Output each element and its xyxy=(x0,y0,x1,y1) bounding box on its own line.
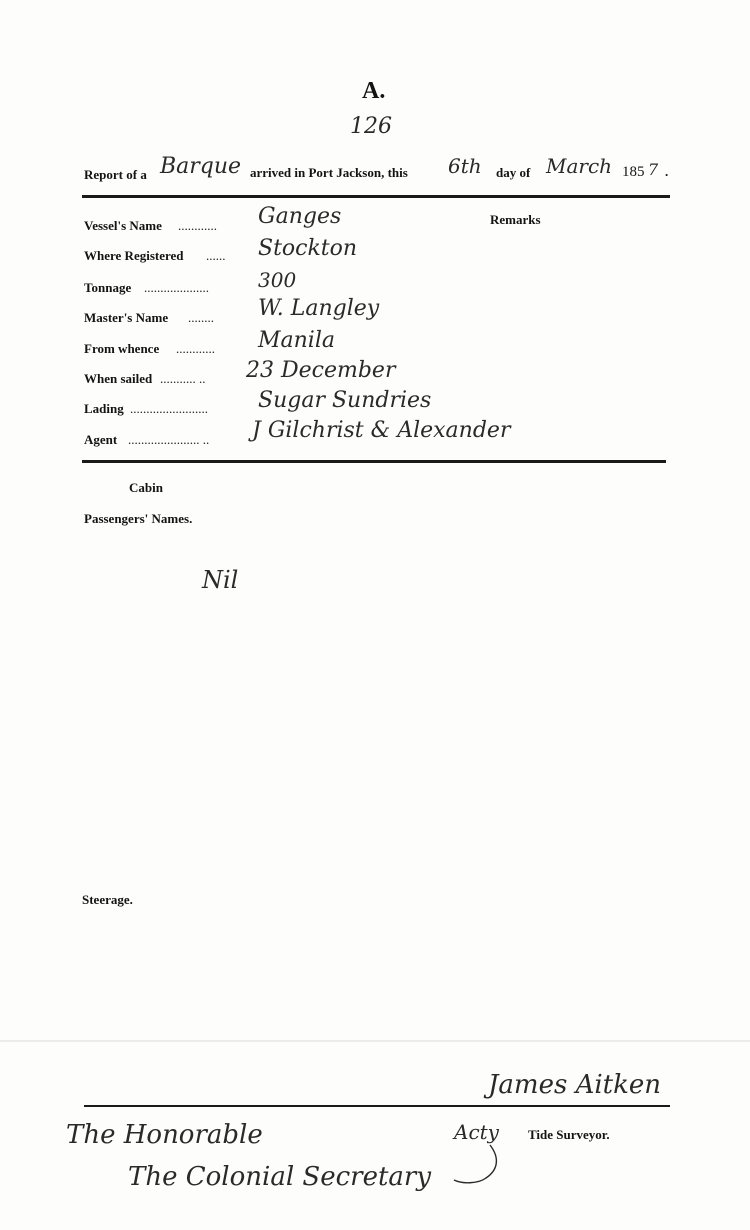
report-middle: arrived in Port Jackson, this xyxy=(250,165,408,180)
signature-rule xyxy=(84,1105,670,1107)
field-value: J Gilchrist & Alexander xyxy=(252,418,511,443)
field-value: Stockton xyxy=(258,236,358,261)
field-label: Agent xyxy=(84,432,118,447)
field-value: Manila xyxy=(258,328,335,353)
arrival-month-handwritten: March xyxy=(546,154,613,178)
addressee-line-2: The Colonial Secretary xyxy=(128,1162,432,1192)
field-dots: ...... xyxy=(206,248,226,263)
field-value: Sugar Sundries xyxy=(258,388,432,413)
report-prefix: Report of a xyxy=(84,167,147,182)
field-label: When sailed xyxy=(84,371,153,386)
report-day-of: day of xyxy=(496,165,531,180)
field-dots: ............ xyxy=(176,341,215,356)
top-rule xyxy=(82,195,670,198)
form-letter: A. xyxy=(362,78,386,104)
field-dots: ............ xyxy=(178,218,217,233)
report-year-handwritten: 7 xyxy=(648,160,659,179)
report-period: . xyxy=(665,164,669,179)
vessel-type-handwritten: Barque xyxy=(160,154,242,179)
acting-note: Acty xyxy=(454,1120,499,1144)
field-label: Tonnage xyxy=(84,280,132,295)
field-dots: ........... .. xyxy=(160,371,206,386)
field-label: Where Registered xyxy=(84,248,184,263)
field-dots: ........................ xyxy=(130,401,208,416)
field-label: Master's Name xyxy=(84,310,169,325)
passengers-names-label: Passengers' Names. xyxy=(84,511,193,526)
field-dots: .................... xyxy=(144,280,209,295)
page-fold xyxy=(0,1040,750,1042)
cabin-passenger-entry: Nil xyxy=(202,566,239,594)
surveyor-signature: James Aitken xyxy=(488,1070,661,1100)
folio-number: 126 xyxy=(350,114,392,139)
field-label: Lading xyxy=(84,401,124,416)
tide-surveyor-title: Tide Surveyor. xyxy=(528,1127,610,1142)
arrival-day-handwritten: 6th xyxy=(448,154,482,178)
report-year-printed: 185 xyxy=(622,164,645,180)
field-label: Vessel's Name xyxy=(84,218,162,233)
field-value: 23 December xyxy=(246,358,396,383)
field-value: W. Langley xyxy=(258,296,380,321)
field-value: 300 xyxy=(258,268,297,292)
addressee-line-1: The Honorable xyxy=(66,1120,263,1150)
remarks-label: Remarks xyxy=(490,212,541,227)
field-value: Ganges xyxy=(258,204,342,229)
steerage-label: Steerage. xyxy=(82,892,133,907)
cabin-label: Cabin xyxy=(129,480,163,495)
field-label: From whence xyxy=(84,341,160,356)
field-dots: ........ xyxy=(188,310,214,325)
bottom-rule xyxy=(82,460,666,463)
signature-flourish xyxy=(450,1140,510,1190)
field-dots: ...................... .. xyxy=(128,432,210,447)
